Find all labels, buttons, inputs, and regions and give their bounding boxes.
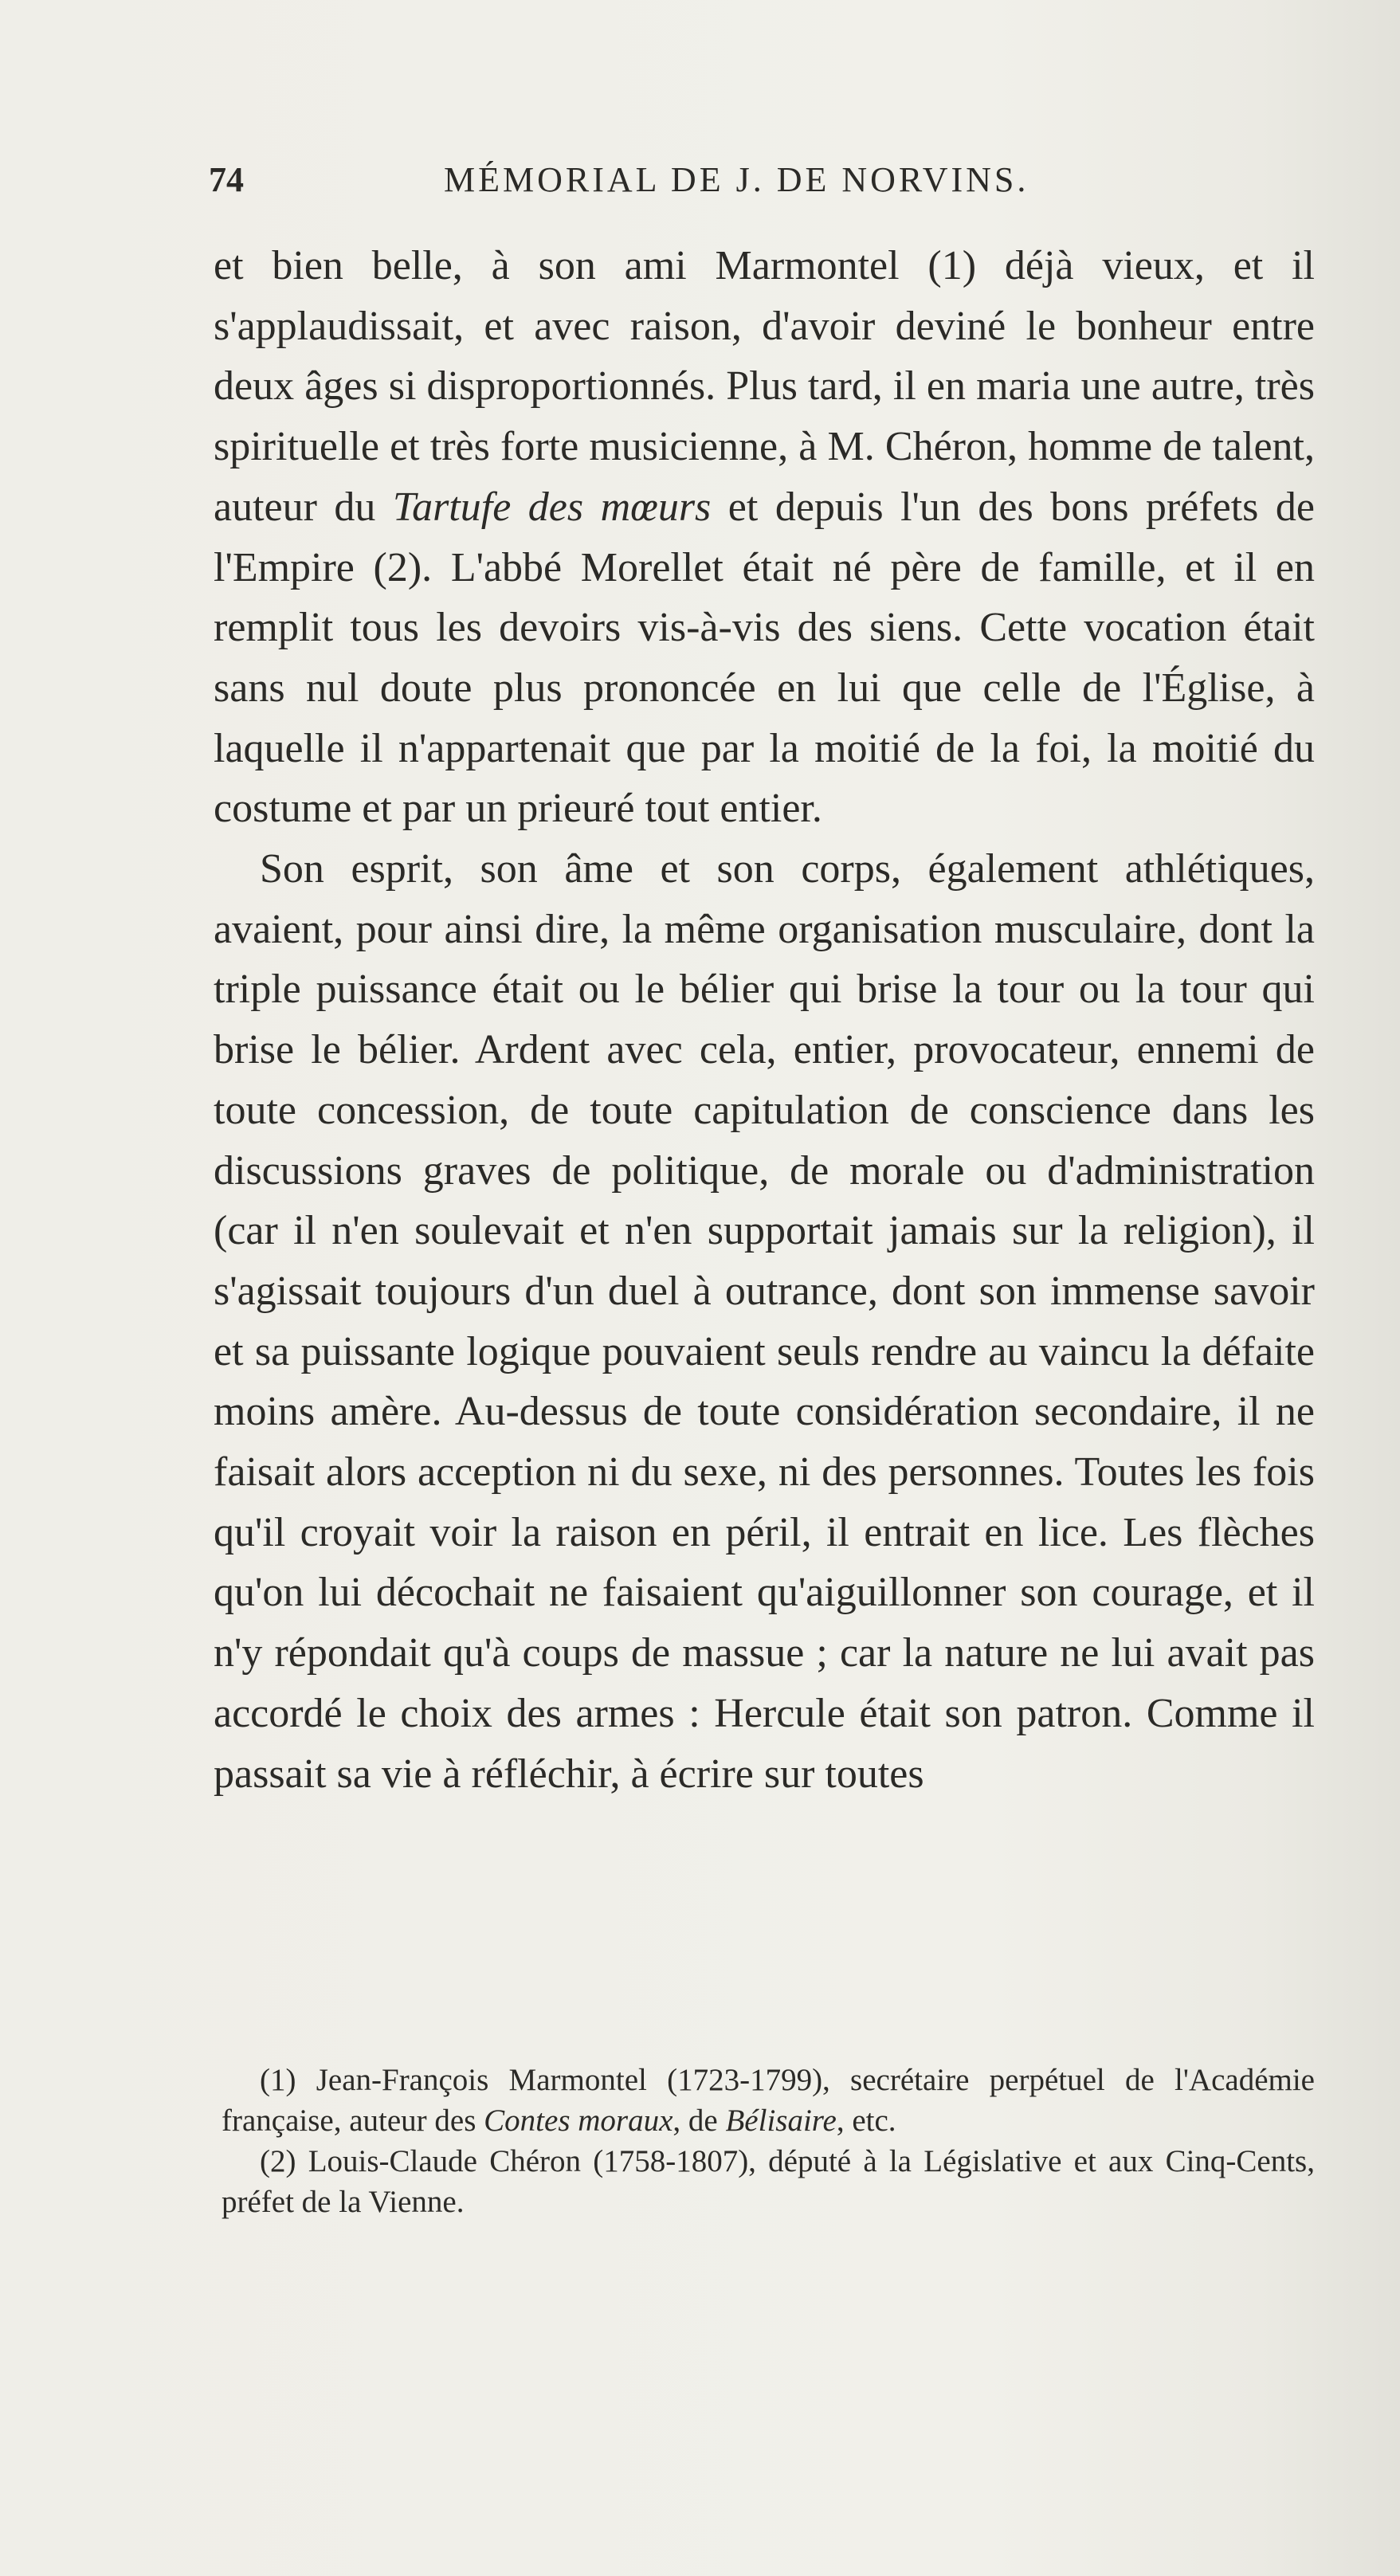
work-title-contes-moraux: Contes moraux	[484, 2104, 673, 2138]
footnote-1-text-e: , etc.	[836, 2104, 896, 2138]
page-number: 74	[209, 160, 244, 199]
footnotes	[222, 2060, 1315, 2222]
paragraph-1	[214, 236, 1315, 839]
footnote-1-text-a: (1) Jean-François Marmontel (1723-1799), secrétaire perpétuel de l'Académie française, auteur des	[222, 2063, 1315, 2138]
footnote-2: (2) Louis-Claude Chéron (1758-1807), député à la Législative et aux Cinq-Cents, préfet de la Vienne.	[222, 2144, 1315, 2219]
footnote-1-text-c: , de	[673, 2104, 726, 2138]
work-title-tartufe: Tartufe des mœurs	[392, 484, 712, 530]
work-title-belisaire: Bélisaire	[725, 2104, 837, 2138]
paragraph-1-text-a: et bien belle, à son ami Marmontel (1) déjà vieux, et il s'applaudissait, et avec raison, d'avoir deviné le bonheur entre deux âges si disproportionnés. Plus tard, il en maria une autre, très spirituelle et très forte musicienne, à M. Chéron, homme de talent, auteur du	[214, 243, 1315, 530]
paragraph-1-text-c: et depuis l'un des bons préfets de l'Empire (2). L'abbé Morellet était né père de famille, et il en remplit tous les devoirs vis-à-vis des siens. Cette vocation était sans nul doute plus prononcée en lui que celle de l'Église, à laquelle il n'appartenait que par la moitié de la foi, la moitié du costume et par un prieuré tout entier.	[214, 484, 1315, 832]
footnote-1	[222, 2060, 1315, 2141]
paragraph-2: Son esprit, son âme et son corps, également athlétiques, avaient, pour ainsi dire, la même organisation musculaire, dont la triple puissance était ou le bélier qui brise la tour ou la tour qui brise le bélier. Ardent avec cela, entier, provocateur, ennemi de toute concession, de toute capitulation de conscience dans les discussions graves de politique, de morale ou d'administration (car il n'en soulevait et n'en supportait jamais sur la religion), il s'agissait toujours d'un duel à outrance, dont son immense savoir et sa puissante logique pouvaient seuls rendre au vaincu la défaite moins amère. Au-dessus de toute considération secondaire, il ne faisait alors acception ni du sexe, ni des personnes. Toutes les fois qu'il croyait voir la raison en péril, il entrait en lice. Les flèches qu'on lui décochait ne faisaient qu'aiguillonner son courage, et il n'y répondait qu'à coups de massue ; car la nature ne lui avait pas accordé le choix des armes : Hercule était son patron. Comme il passait sa vie à réfléchir, à écrire sur toutes	[214, 846, 1315, 1797]
main-text	[214, 236, 1315, 1804]
running-title: MÉMORIAL DE J. DE NORVINS.	[444, 160, 1029, 199]
page-header	[209, 159, 1085, 215]
